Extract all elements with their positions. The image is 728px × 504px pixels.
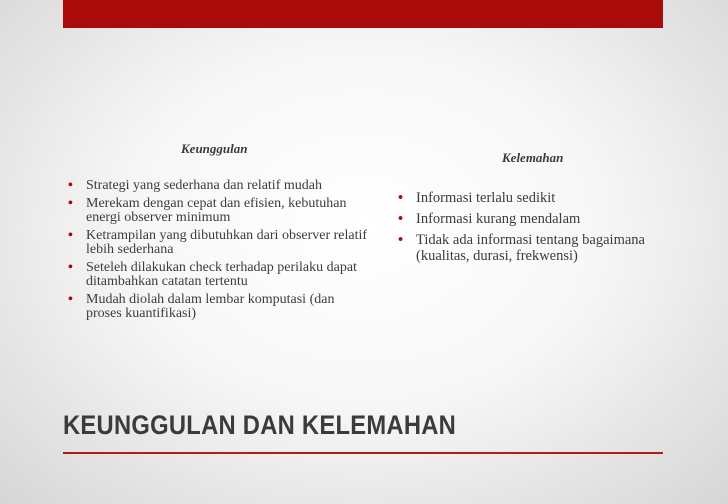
bullet-icon: • [68,227,73,243]
list-item [62,261,372,290]
list-item [392,232,682,264]
list-item-text: Mudah diolah dalam lembar komputasi (dan proses kuantifikasi) [86,291,335,321]
bullet-icon: • [68,291,73,307]
bullet-icon: • [68,259,73,275]
slide-title: KEUNGGULAN DAN KELEMAHAN [63,410,457,440]
list-item-text: Seteleh dilakukan check terhadap perilaku dapat ditambahkan catatan tertentu [86,259,357,289]
list-item-text: Merekam dengan cepat dan efisien, kebutuhan energi observer minimum [86,195,347,225]
list-item-text: Strategi yang sederhana dan relatif mudah [86,178,322,193]
list-item-text: Informasi terlalu sedikit [416,190,556,206]
advantages-heading: Keunggulan [181,141,248,156]
bullet-icon: • [68,195,73,211]
disadvantages-list [392,190,682,269]
bullet-icon: • [398,211,404,227]
list-item [392,190,682,206]
list-item-text: Tidak ada informasi tentang bagaimana (kualitas, durasi, frekwensi) [416,232,645,264]
title-underline [63,452,663,454]
top-accent-bar [63,0,663,28]
advantages-list [62,179,372,325]
list-item-text: Informasi kurang mendalam [416,211,581,227]
list-item [62,179,372,194]
list-item [62,229,372,258]
disadvantages-heading: Kelemahan [502,150,564,165]
bullet-icon: • [68,178,73,193]
list-item-text: Ketrampilan yang dibutuhkan dari observer relatif lebih sederhana [86,227,368,257]
bullet-icon: • [398,190,404,206]
list-item [392,211,682,227]
bullet-icon: • [398,232,404,248]
list-item [62,197,372,226]
list-item [62,293,372,322]
